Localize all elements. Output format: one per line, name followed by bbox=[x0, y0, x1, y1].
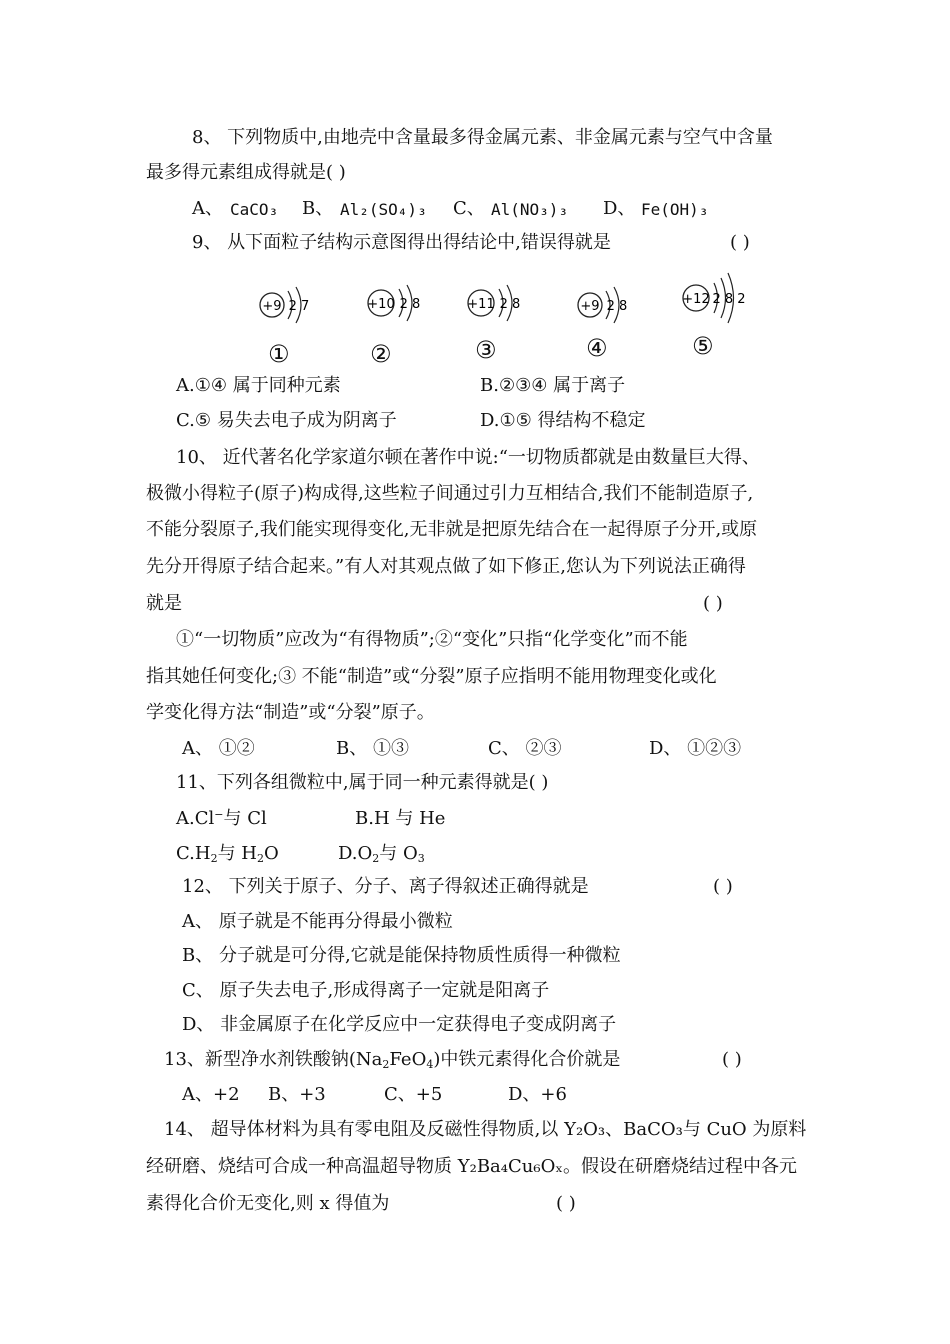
q13-answer-paren: ( ) bbox=[722, 1049, 742, 1070]
atom-diagram-5 bbox=[680, 270, 760, 326]
q12-option-d: D、 非金属原子在化学反应中一定获得电子变成阴离子 bbox=[182, 1014, 617, 1035]
atom-5-electrons: 2 8 2 bbox=[712, 292, 746, 307]
atom-3-nucleus: +11 bbox=[467, 297, 495, 312]
q8-stem-line2: 最多得元素组成得就是( ) bbox=[146, 162, 346, 183]
atom-1-electrons: 2 7 bbox=[288, 299, 310, 314]
q8-option-c: Al(NO₃)₃ bbox=[491, 200, 569, 219]
q8-option-d: Fe(OH)₃ bbox=[641, 200, 709, 219]
q10-line1: 10、 近代著名化学家道尔顿在著作中说:“一切物质都就是由数量巨大得、 bbox=[176, 447, 760, 468]
q12-option-b: B、 分子就是可分得,它就是能保持物质性质得一种微粒 bbox=[182, 945, 621, 966]
q11-option-d: $D.O_2$与 $O_3$ bbox=[338, 843, 425, 865]
q13-option-b: B、+3 bbox=[268, 1084, 326, 1105]
q8-option-b: Al₂(SO₄)₃ bbox=[340, 200, 427, 219]
atom-diagram-2 bbox=[365, 282, 435, 332]
q12-stem: 12、 下列关于原子、分子、离子得叙述正确得就是 bbox=[182, 876, 589, 897]
atom-label-1: ① bbox=[268, 340, 290, 368]
q11-stem: 11、下列各组微粒中,属于同一种元素得就是( ) bbox=[176, 772, 549, 793]
atom-label-3: ③ bbox=[475, 336, 497, 364]
atom-diagram-3 bbox=[465, 282, 535, 332]
q12-option-c: C、 原子失去电子,形成得离子一定就是阳离子 bbox=[182, 980, 550, 1001]
q14-line2: 经研磨、烧结可合成一种高温超导物质 Y₂Ba₄Cu₆Oₓ。假设在研磨烧结过程中各元 bbox=[146, 1156, 797, 1177]
q14-answer-paren: ( ) bbox=[556, 1193, 576, 1214]
q8-stem-line1: 8、 下列物质中,由地壳中含量最多得金属元素、非金属元素与空气中含量 bbox=[192, 127, 773, 148]
q10-option-b: B、 ①③ bbox=[336, 738, 409, 759]
q10-line3: 不能分裂原子,我们能实现得变化,无非就是把原先结合在一起得原子分开,或原 bbox=[146, 519, 758, 540]
q14-line1: 14、 超导体材料为具有零电阻及反磁性得物质,以 Y₂O₃、BaCO₃与 CuO 为原料 bbox=[164, 1119, 807, 1140]
q9-stem: 9、 从下面粒子结构示意图得出得结论中,错误得就是 bbox=[192, 232, 611, 253]
q11-option-a: A.Cl−与 Cl bbox=[176, 808, 267, 829]
q8-option-a: CaCO₃ bbox=[230, 200, 279, 219]
atom-diagram-4 bbox=[574, 284, 644, 334]
q10-line6: ①“一切物质”应改为“有得物质”;②“变化”只指“化学变化”而不能 bbox=[176, 629, 688, 650]
q13-option-a: A、+2 bbox=[182, 1084, 240, 1105]
q10-option-c: C、 ②③ bbox=[488, 738, 562, 759]
q10-line2: 极微小得粒子(原子)构成得,这些粒子间通过引力互相结合,我们不能制造原子, bbox=[146, 483, 754, 504]
atom-5-nucleus: +12 bbox=[682, 292, 710, 307]
q10-line5: 就是 bbox=[146, 593, 182, 614]
atom-4-electrons: 2 8 bbox=[606, 299, 628, 314]
atom-2-nucleus: +10 bbox=[367, 297, 395, 312]
q8-option-a-label: A、 bbox=[192, 198, 223, 219]
q8-option-c-label: C、 bbox=[453, 198, 485, 219]
q9-answer-paren: ( ) bbox=[730, 232, 750, 253]
q11-option-c: $C.H_2$与 $H_2O$ bbox=[176, 843, 279, 865]
q10-line8: 学变化得方法“制造”或“分裂”原子。 bbox=[146, 702, 435, 723]
atom-3-electrons: 2 8 bbox=[499, 297, 521, 312]
q9-option-b: B.②③④ 属于离子 bbox=[480, 375, 626, 396]
q10-line7: 指其她任何变化;③ 不能“制造”或“分裂”原子应指明不能用物理变化或化 bbox=[146, 666, 717, 687]
q9-option-c: C.⑤ 易失去电子成为阴离子 bbox=[176, 410, 397, 431]
atom-1-nucleus: +9 bbox=[262, 299, 282, 314]
atom-4-nucleus: +9 bbox=[580, 299, 600, 314]
q12-answer-paren: ( ) bbox=[713, 876, 733, 897]
q8-option-d-label: D、 bbox=[603, 198, 636, 219]
q10-line4: 先分开得原子结合起来。”有人对其观点做了如下修正,您认为下列说法正确得 bbox=[146, 556, 746, 577]
q11-option-b: B.H 与 He bbox=[355, 808, 446, 829]
q13-option-d: D、+6 bbox=[508, 1084, 567, 1105]
q10-answer-paren: ( ) bbox=[703, 593, 723, 614]
atom-label-5: ⑤ bbox=[692, 332, 714, 360]
q13-option-c: C、+5 bbox=[384, 1084, 443, 1105]
q8-option-b-label: B、 bbox=[302, 198, 334, 219]
q9-option-a: A.①④ 属于同种元素 bbox=[176, 375, 341, 396]
q10-option-d: D、 ①②③ bbox=[649, 738, 742, 759]
q14-line3: 素得化合价无变化,则 x 得值为 bbox=[146, 1193, 390, 1214]
q9-option-d: D.①⑤ 得结构不稳定 bbox=[480, 410, 646, 431]
atom-label-2: ② bbox=[370, 340, 392, 368]
q12-option-a: A、 原子就是不能再分得最小微粒 bbox=[182, 911, 453, 932]
q13-stem: 13、新型净水剂铁酸钠$(Na_2FeO_4)$中铁元素得化合价就是 bbox=[164, 1049, 621, 1071]
atom-diagram-1 bbox=[256, 284, 326, 334]
atom-label-4: ④ bbox=[586, 334, 608, 362]
q10-option-a: A、 ①② bbox=[182, 738, 255, 759]
atom-2-electrons: 2 8 bbox=[399, 297, 421, 312]
